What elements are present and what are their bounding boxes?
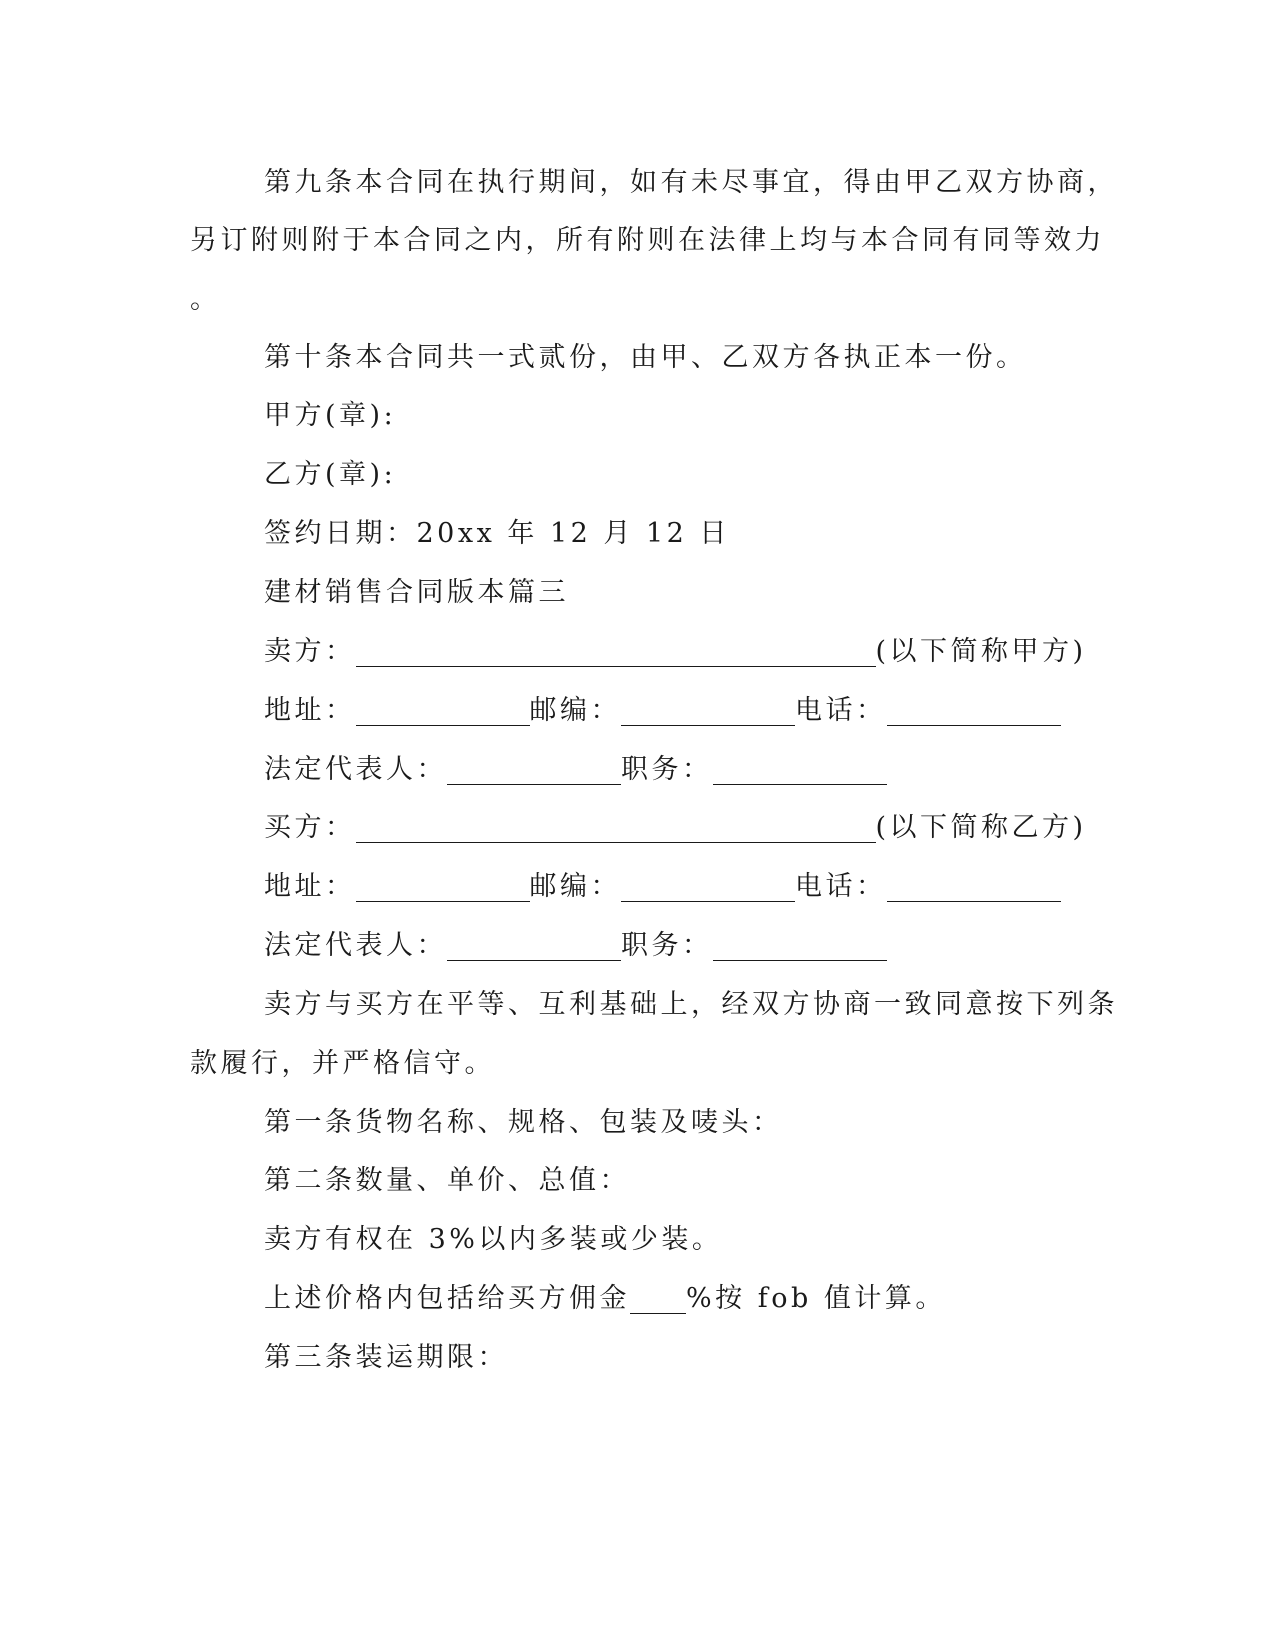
buyer-address-blank[interactable] xyxy=(356,871,530,902)
intro-line-1: 卖方与买方在平等、互利基础上，经双方协商一致同意按下列条 xyxy=(264,989,1118,1020)
buyer-legal-rep-blank[interactable] xyxy=(447,930,621,961)
address-label: 地址： xyxy=(264,695,356,726)
tolerance-clause: 卖方有权在 3%以内多装或少装。 xyxy=(264,1224,723,1255)
seller-label: 卖方： xyxy=(264,636,356,667)
seller-position-blank[interactable] xyxy=(713,754,887,785)
seller-postcode-blank[interactable] xyxy=(621,695,795,726)
buyer-phone-blank[interactable] xyxy=(887,871,1061,902)
legal-rep-label: 法定代表人： xyxy=(264,930,447,961)
legal-rep-label: 法定代表人： xyxy=(264,754,447,785)
address-label: 地址： xyxy=(264,871,356,902)
buyer-suffix: (以下简称乙方) xyxy=(875,812,1087,843)
buyer-label: 买方： xyxy=(264,812,356,843)
seller-phone-blank[interactable] xyxy=(887,695,1061,726)
article-2: 第二条数量、单价、总值： xyxy=(264,1165,630,1196)
commission-clause xyxy=(264,1279,946,1319)
seller-legal-rep-blank[interactable] xyxy=(447,754,621,785)
article-9-line-3: 。 xyxy=(190,284,221,315)
article-1: 第一条货物名称、规格、包装及唛头： xyxy=(264,1107,783,1138)
position-label: 职务： xyxy=(621,930,713,961)
seller-suffix: (以下简称甲方) xyxy=(875,636,1087,667)
section-title: 建材销售合同版本篇三 xyxy=(264,577,569,608)
postcode-label: 邮编： xyxy=(529,695,621,726)
intro-line-2: 款履行，并严格信守。 xyxy=(190,1048,495,1079)
phone-label: 电话： xyxy=(795,871,887,902)
buyer-contact-line xyxy=(264,867,1061,907)
party-a-seal: 甲方(章): xyxy=(264,400,397,431)
sign-date: 签约日期：20xx 年 12 月 12 日 xyxy=(264,518,730,549)
seller-line xyxy=(264,632,1087,672)
buyer-name-blank[interactable] xyxy=(356,812,876,843)
seller-rep-line xyxy=(264,750,887,790)
commission-suffix: %按 fob 值计算。 xyxy=(686,1283,946,1314)
commission-rate-blank[interactable] xyxy=(630,1283,686,1314)
phone-label: 电话： xyxy=(795,695,887,726)
seller-address-blank[interactable] xyxy=(356,695,530,726)
buyer-position-blank[interactable] xyxy=(713,930,887,961)
party-b-seal: 乙方(章): xyxy=(264,459,397,490)
article-3: 第三条装运期限： xyxy=(264,1342,508,1373)
article-9-line-1: 第九条本合同在执行期间，如有未尽事宜，得由甲乙双方协商， xyxy=(264,167,1118,198)
buyer-rep-line xyxy=(264,926,887,966)
position-label: 职务： xyxy=(621,754,713,785)
buyer-line xyxy=(264,808,1087,848)
article-9-line-2: 另订附则附于本合同之内，所有附则在法律上均与本合同有同等效力 xyxy=(190,225,1105,256)
commission-prefix: 上述价格内包括给买方佣金 xyxy=(264,1283,630,1314)
buyer-postcode-blank[interactable] xyxy=(621,871,795,902)
postcode-label: 邮编： xyxy=(529,871,621,902)
article-10: 第十条本合同共一式贰份，由甲、乙双方各执正本一份。 xyxy=(264,342,1027,373)
seller-name-blank[interactable] xyxy=(356,636,876,667)
seller-contact-line xyxy=(264,691,1061,731)
